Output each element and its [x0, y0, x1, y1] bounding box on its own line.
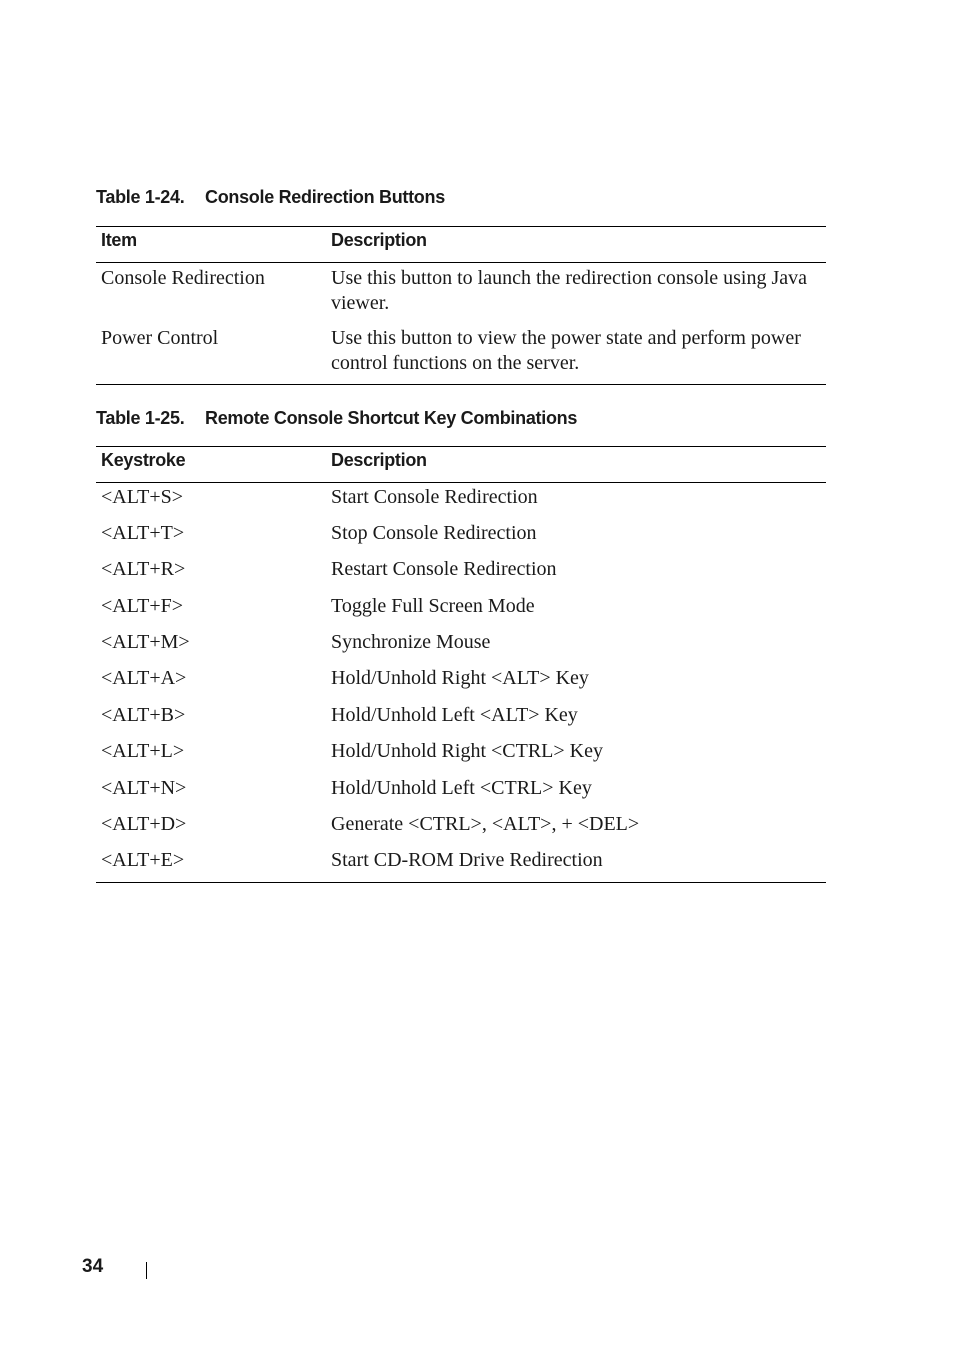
- table-row: [96, 555, 826, 591]
- column-header-description: Description: [326, 447, 826, 483]
- table-2-caption-number: Table 1-25.: [96, 408, 185, 428]
- table-row: [96, 263, 826, 324]
- table-row: [96, 737, 826, 773]
- keystroke-cell: <ALT+B>: [101, 703, 186, 726]
- keystroke-cell: <ALT+F>: [101, 594, 184, 617]
- keystroke-cell: <ALT+R>: [101, 558, 186, 581]
- table-row: [96, 846, 826, 882]
- table-2-caption-title: Remote Console Shortcut Key Combinations: [205, 408, 578, 428]
- column-header-item: Item: [96, 227, 326, 263]
- table-row: [96, 592, 826, 628]
- description-cell: Use this button to launch the redirection console using Java viewer.: [331, 267, 808, 314]
- table-1-caption-title: Console Redirection Buttons: [205, 187, 445, 207]
- item-cell: Power Control: [96, 324, 326, 385]
- table-row: [96, 628, 826, 664]
- page-number-divider: [146, 1262, 147, 1279]
- table-row: [96, 324, 826, 385]
- keystroke-cell: <ALT+L>: [101, 740, 185, 763]
- description-cell: Synchronize Mouse: [331, 631, 491, 654]
- description-cell: Hold/Unhold Right <ALT> Key: [331, 667, 589, 690]
- description-cell: Hold/Unhold Right <CTRL> Key: [331, 740, 604, 763]
- table-1-caption: [96, 187, 445, 208]
- description-cell: Use this button to view the power state and perform power control functions on the server.: [326, 324, 826, 385]
- table-header-row: [96, 227, 826, 263]
- keystroke-cell: <ALT+S>: [101, 486, 184, 508]
- description-cell: Hold/Unhold Left <ALT> Key: [331, 703, 578, 726]
- table-row: [96, 810, 826, 846]
- description-cell: Stop Console Redirection: [331, 521, 537, 544]
- description-cell: Hold/Unhold Left <CTRL> Key: [331, 776, 592, 799]
- console-redirection-buttons-table: [96, 226, 826, 385]
- keystroke-cell: <ALT+D>: [101, 813, 187, 836]
- column-header-description: Description: [326, 227, 826, 263]
- description-cell: Start CD-ROM Drive Redirection: [326, 846, 826, 882]
- table-header-row: [96, 447, 826, 483]
- table-2-caption: [96, 408, 577, 429]
- keystroke-cell: <ALT+M>: [101, 631, 190, 654]
- column-header-keystroke: Keystroke: [96, 447, 326, 483]
- description-cell: Toggle Full Screen Mode: [331, 594, 535, 617]
- item-cell: Console Redirection: [101, 267, 265, 289]
- keystroke-cell: <ALT+A>: [101, 667, 187, 690]
- table-row: [96, 519, 826, 555]
- table-row: [96, 664, 826, 700]
- keystroke-cell: <ALT+E>: [96, 846, 326, 882]
- keystroke-cell: <ALT+T>: [101, 521, 185, 544]
- keystroke-cell: <ALT+N>: [101, 776, 187, 799]
- table-row: [96, 483, 826, 519]
- description-cell: Start Console Redirection: [331, 486, 538, 508]
- page-number: 34: [82, 1256, 104, 1277]
- table-1-caption-number: Table 1-24.: [96, 187, 185, 207]
- description-cell: Generate <CTRL>, <ALT>, + <DEL>: [331, 813, 640, 836]
- table-row: [96, 701, 826, 737]
- shortcut-key-combinations-table: [96, 446, 826, 883]
- description-cell: Restart Console Redirection: [331, 558, 557, 581]
- table-row: [96, 774, 826, 810]
